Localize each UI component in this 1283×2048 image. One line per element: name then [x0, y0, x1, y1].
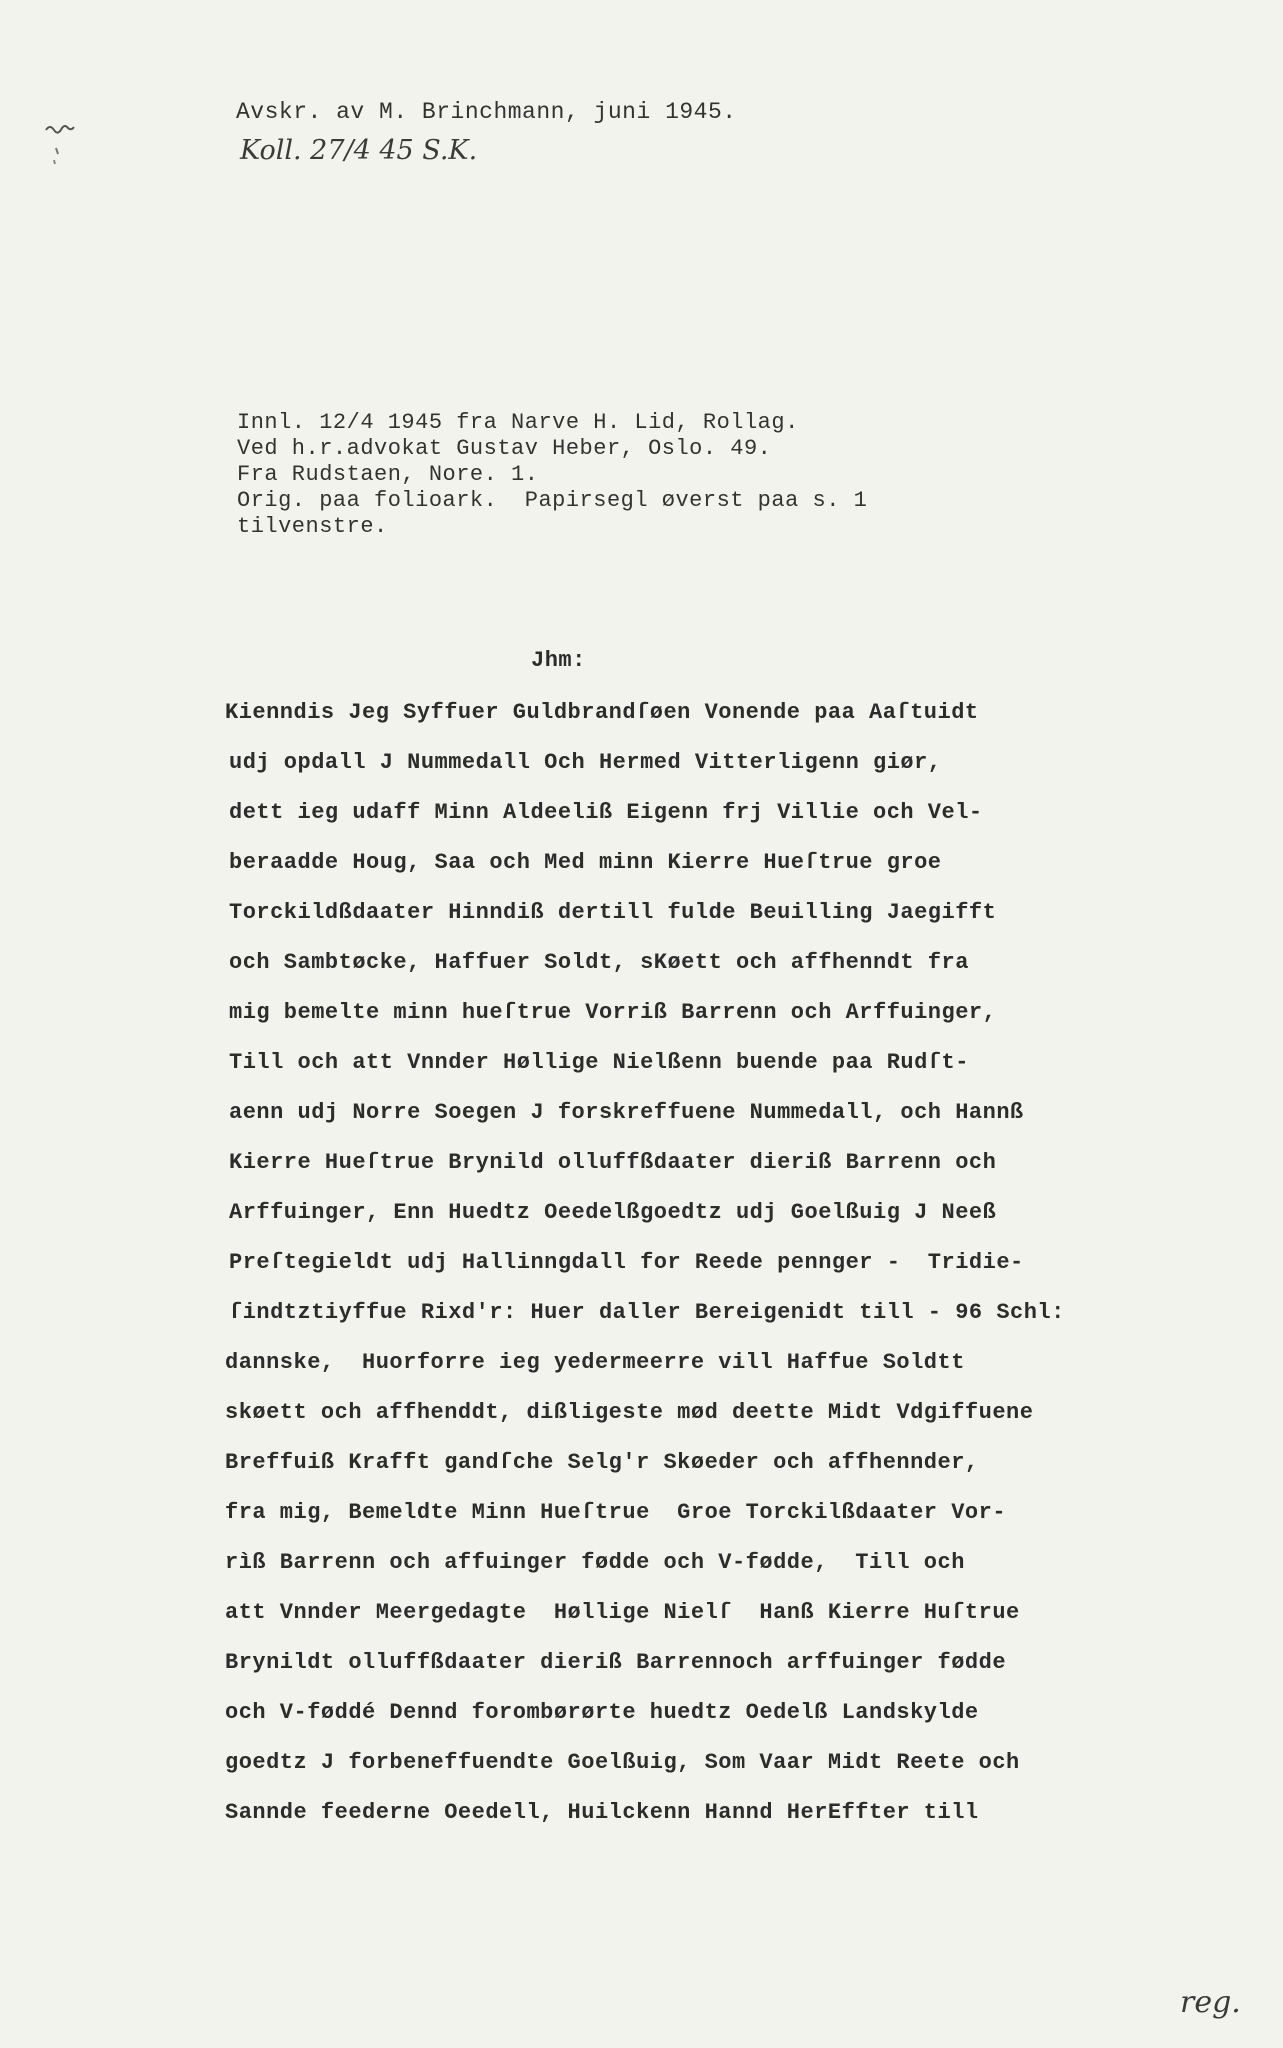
body-line: Brynildt olluffßdaater dieriß Barrennoch arffuinger fødde: [225, 1650, 1007, 1675]
body-line: Till och att Vnnder Høllige Nielßenn buende paa Rudſt-: [229, 1050, 969, 1075]
body-line: Arffuinger, Enn Huedtz Oeedelßgoedtz udj Goelßuig J Neeß: [229, 1200, 997, 1225]
body-line: att Vnnder Meergedagte Høllige Nielſ Hanß Kierre Huſtrue: [225, 1600, 1020, 1625]
body-line: udj opdall J Nummedall Och Hermed Vitterligenn giør,: [229, 750, 942, 775]
body-line: aenn udj Norre Soegen J forskreffuene Nummedall, och Hannß: [229, 1100, 1024, 1125]
body-line: Preſtegieldt udj Hallinngdall for Reede pennger - Tridie-: [229, 1250, 1024, 1275]
registry-line: Fra Rudstaen, Nore. 1.: [237, 462, 539, 487]
body-line: Breffuiß Krafft gandſche Selg'r Skøeder och affhennder,: [225, 1450, 979, 1475]
body-line: skøett och affhenddt, dißligeste mød deette Midt Vdgiffuene: [225, 1400, 1034, 1425]
body-line: dannske, Huorforre ieg yedermeerre vill Haffue Soldtt: [225, 1350, 965, 1375]
document-heading: Jhm:: [531, 648, 586, 673]
registry-line: Ved h.r.advokat Gustav Heber, Oslo. 49.: [237, 436, 772, 461]
registry-line: tilvenstre.: [237, 514, 388, 539]
margin-scribble: [42, 118, 82, 173]
body-line: mig bemelte minn hueſtrue Vorriß Barrenn och Arffuinger,: [229, 1000, 997, 1025]
body-line: fra mig, Bemeldte Minn Hueſtrue Groe Torckilßdaater Vor-: [225, 1500, 1007, 1525]
handwritten-registration-mark: reg.: [1180, 1985, 1241, 2020]
body-line: beraadde Houg, Saa och Med minn Kierre Hueſtrue groe: [229, 850, 942, 875]
body-line: och Sambtøcke, Haffuer Soldt, sKøett och affhenndt fra: [229, 950, 969, 975]
body-line: Sannde feederne Oeedell, Huilckenn Hannd HerEffter till: [225, 1800, 979, 1825]
body-line: dett ieg udaff Minn Aldeeliß Eigenn frj Villie och Vel-: [229, 800, 983, 825]
handwritten-collation-note: Koll. 27/4 45 S.K.: [240, 135, 478, 166]
body-line: Kierre Hueſtrue Brynild olluffßdaater dieriß Barrenn och: [229, 1150, 997, 1175]
body-line: goedtz J forbeneffuendte Goelßuig, Som Vaar Midt Reete och: [225, 1750, 1020, 1775]
transcription-note: Avskr. av M. Brinchmann, juni 1945.: [236, 99, 737, 125]
body-line: och V-føddé Dennd forombørørte huedtz Oedelß Landskylde: [225, 1700, 979, 1725]
body-line: ſindtztiyffue Rixd'r: Huer daller Bereigenidt till - 96 Schl:: [229, 1300, 1065, 1325]
registry-line: Innl. 12/4 1945 fra Narve H. Lid, Rollag.: [237, 410, 799, 435]
body-line: rìß Barrenn och affuinger fødde och V-fødde, Till och: [225, 1550, 965, 1575]
registry-line: Orig. paa folioark. Papirsegl øverst paa s. 1: [237, 488, 868, 513]
body-line: Torckildßdaater Hinndiß dertill fulde Beuilling Jaegifft: [229, 900, 997, 925]
body-line: Kienndis Jeg Syffuer Guldbrandſøen Vonende paa Aaſtuidt: [225, 700, 979, 725]
